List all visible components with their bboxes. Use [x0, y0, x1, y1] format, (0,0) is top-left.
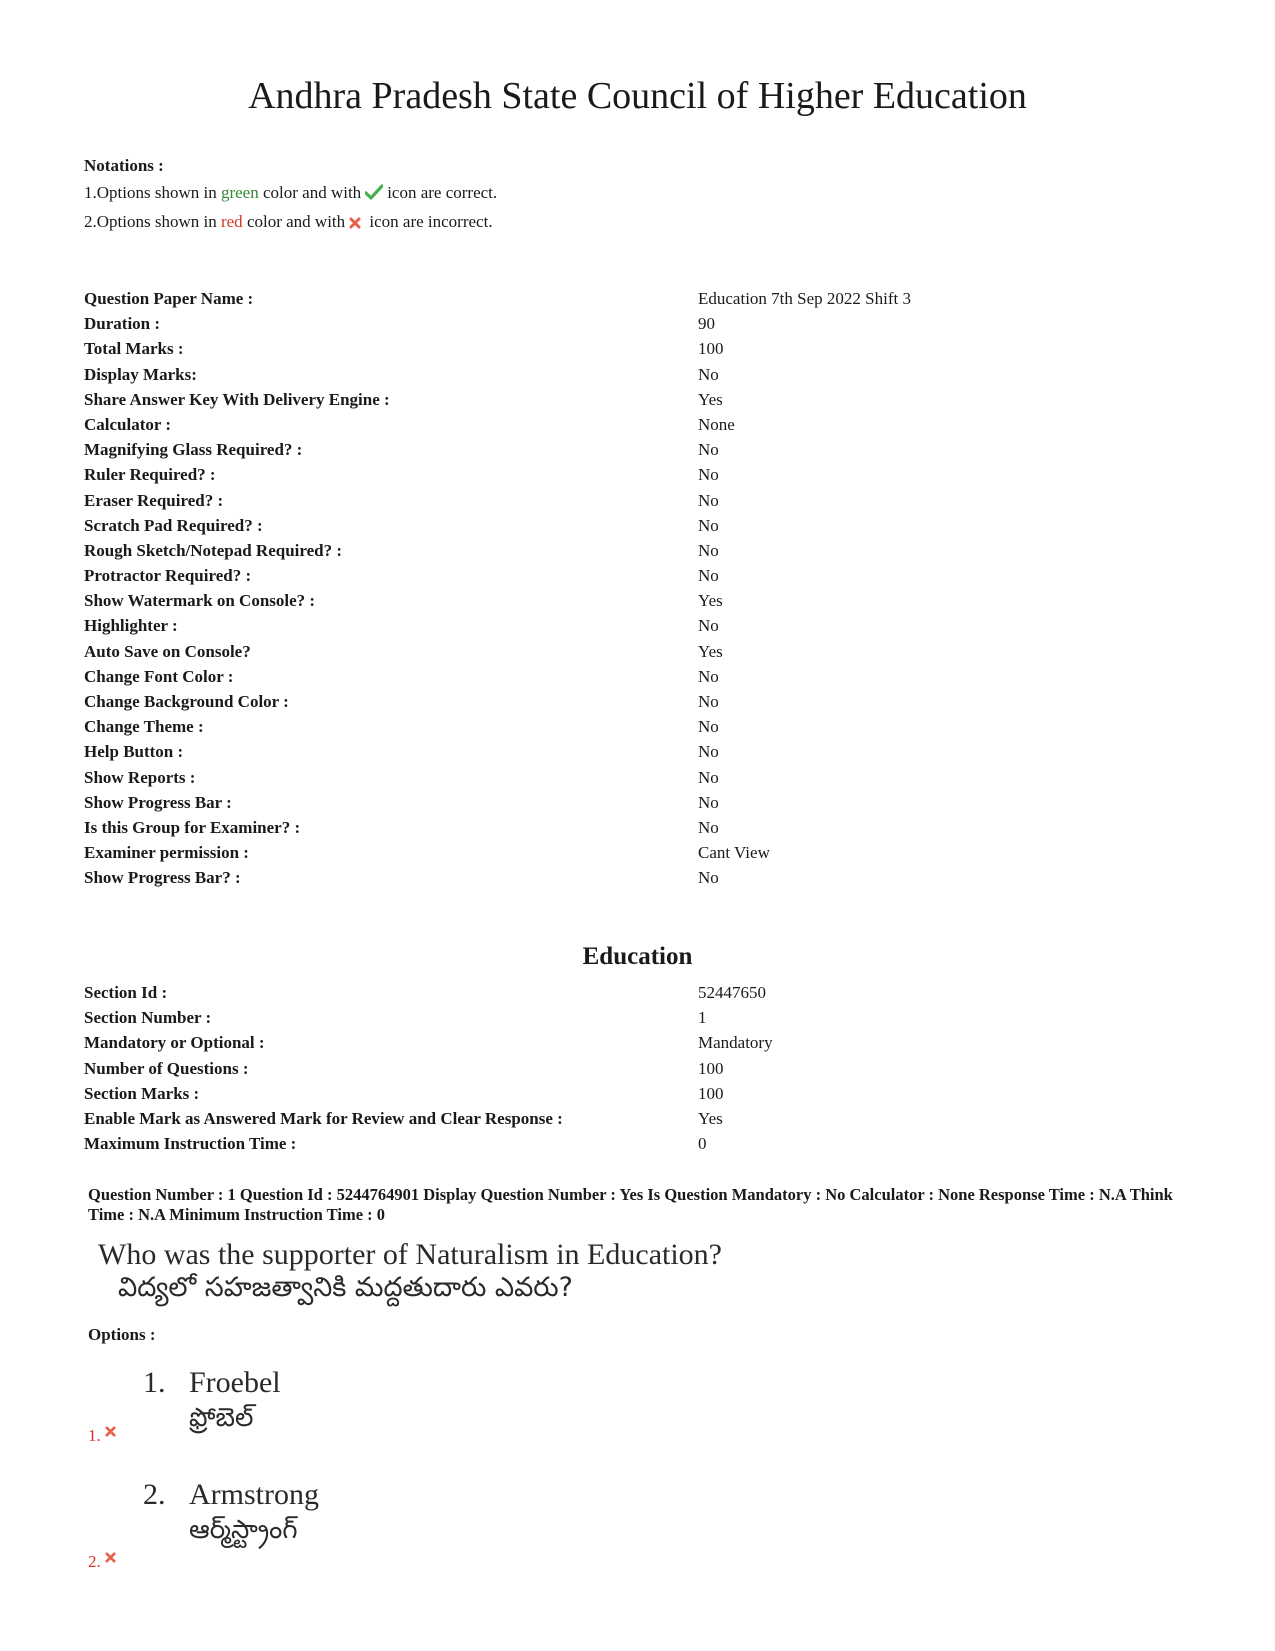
info-row	[84, 538, 1204, 563]
info-label: Section Marks :	[84, 1083, 200, 1103]
paper-info-table	[84, 286, 1204, 891]
info-label: Show Watermark on Console? :	[84, 591, 316, 611]
info-row	[84, 488, 1204, 513]
notation-correct	[84, 179, 497, 208]
info-label: Duration :	[84, 314, 161, 334]
info-label: Total Marks :	[84, 339, 184, 359]
info-value: 1	[698, 1008, 707, 1028]
info-value: No	[698, 792, 719, 812]
info-row	[84, 639, 1204, 664]
section-info-table	[84, 980, 1204, 1156]
info-row	[84, 613, 1204, 638]
info-row	[84, 1056, 1204, 1081]
option-number: 2.	[143, 1478, 166, 1511]
option-text-telugu: ఫ్రోబెల్	[189, 1403, 254, 1433]
info-value: 100	[698, 1083, 724, 1103]
info-value: No	[698, 692, 719, 711]
info-value: No	[698, 540, 719, 560]
info-value: No	[698, 742, 719, 762]
info-label: Change Background Color :	[84, 692, 289, 711]
info-value: No	[698, 767, 719, 787]
info-label: Share Answer Key With Delivery Engine :	[84, 389, 390, 409]
info-value: Yes	[698, 1108, 723, 1128]
info-label: Section Number :	[84, 1008, 212, 1028]
cross-icon	[349, 210, 361, 237]
info-label: Maximum Instruction Time :	[84, 1134, 297, 1154]
info-row	[84, 286, 1204, 311]
option-mark	[88, 1426, 116, 1446]
info-value: No	[698, 868, 719, 888]
info-row	[84, 387, 1204, 412]
info-row	[84, 437, 1204, 462]
info-value: None	[698, 414, 735, 434]
info-row	[84, 1106, 1204, 1131]
info-label: Show Reports :	[84, 767, 196, 787]
info-label: Scratch Pad Required? :	[84, 515, 263, 535]
info-value: 100	[698, 339, 724, 359]
info-value: 100	[698, 1058, 724, 1078]
info-label: Calculator :	[84, 414, 172, 434]
info-value: Education 7th Sep 2022 Shift 3	[698, 289, 911, 308]
question-text-telugu: విద్యలో సహజత్వానికి మద్దతుదారు ఎవరు?	[118, 1272, 573, 1303]
info-label: Ruler Required? :	[84, 465, 216, 485]
info-row	[84, 840, 1204, 865]
info-label: Auto Save on Console?	[84, 641, 251, 661]
notation-text: 2.Options shown in	[84, 212, 217, 231]
info-row	[84, 689, 1204, 714]
info-row	[84, 1131, 1204, 1156]
info-label: Highlighter :	[84, 616, 178, 636]
info-value: No	[698, 364, 719, 384]
cross-icon	[105, 1426, 116, 1445]
info-value: 52447650	[698, 983, 766, 1002]
info-row	[84, 412, 1204, 437]
option-text-english: Froebel	[189, 1366, 281, 1399]
info-label: Change Theme :	[84, 717, 204, 737]
options-label: Options :	[88, 1325, 156, 1344]
info-value: No	[698, 490, 719, 510]
option-mark-number: 2.	[88, 1552, 101, 1571]
page-title: Andhra Pradesh State Council of Higher Education	[248, 75, 1027, 117]
info-value: Yes	[698, 591, 723, 611]
info-row	[84, 1030, 1204, 1055]
info-row	[84, 513, 1204, 538]
info-label: Examiner permission :	[84, 843, 249, 863]
info-row	[84, 980, 1204, 1005]
notation-text: color and with	[262, 183, 362, 202]
info-value: No	[698, 817, 719, 837]
info-row	[84, 1081, 1204, 1106]
notation-incorrect	[84, 208, 497, 237]
info-value: No	[698, 717, 719, 737]
option-mark	[88, 1552, 116, 1572]
info-label: Help Button :	[84, 742, 184, 762]
info-label: Eraser Required? :	[84, 490, 224, 510]
info-value: 0	[698, 1134, 707, 1154]
notation-text: color and with	[246, 212, 346, 231]
notations-heading: Notations :	[84, 156, 164, 175]
info-value: No	[698, 616, 719, 636]
info-row	[84, 664, 1204, 689]
info-row	[84, 714, 1204, 739]
info-value: 90	[698, 314, 715, 334]
info-row	[84, 815, 1204, 840]
info-label: Show Progress Bar :	[84, 792, 232, 812]
notations	[84, 152, 497, 237]
info-label: Mandatory or Optional :	[84, 1033, 265, 1053]
info-label: Section Id :	[84, 983, 168, 1002]
option-mark-number: 1.	[88, 1426, 101, 1445]
notation-text: icon are correct.	[387, 183, 498, 202]
option-text-telugu: ఆర్మ్‌స్ట్రాంగ్	[189, 1515, 298, 1545]
info-row	[84, 790, 1204, 815]
red-word: red	[220, 212, 243, 231]
info-label: Question Paper Name :	[84, 289, 254, 308]
info-label: Magnifying Glass Required? :	[84, 440, 303, 460]
green-word: green	[220, 183, 259, 202]
info-value: No	[698, 465, 719, 485]
info-label: Number of Questions :	[84, 1058, 249, 1078]
info-label: Show Progress Bar? :	[84, 868, 241, 888]
info-row	[84, 311, 1204, 336]
option-number: 1.	[143, 1366, 166, 1399]
info-row	[84, 588, 1204, 613]
notation-text: icon are incorrect.	[369, 212, 493, 231]
info-label: Protractor Required? :	[84, 566, 252, 586]
info-row	[84, 765, 1204, 790]
info-row	[84, 362, 1204, 387]
info-label: Rough Sketch/Notepad Required? :	[84, 540, 343, 560]
info-value: No	[698, 440, 719, 460]
info-row	[84, 1005, 1204, 1030]
section-title: Education	[582, 943, 693, 970]
info-row	[84, 462, 1204, 487]
info-value: Cant View	[698, 843, 770, 863]
info-value: Yes	[698, 641, 723, 661]
info-value: No	[698, 515, 719, 535]
info-value: No	[698, 566, 719, 586]
info-label: Enable Mark as Answered Mark for Review and Clear Response :	[84, 1108, 563, 1128]
info-value: Yes	[698, 389, 723, 409]
question-header: Question Number : 1 Question Id : 5244764901 Display Question Number : Yes Is Question Mandatory : No Calculator : None Response Time : N.A Think Time : N.A Minimum Instruction Time : 0	[88, 1185, 1173, 1224]
option-text-english: Armstrong	[189, 1478, 319, 1511]
cross-icon	[105, 1552, 116, 1571]
check-icon	[365, 181, 383, 208]
info-label: Change Font Color :	[84, 666, 234, 686]
info-row	[84, 336, 1204, 361]
notation-text: 1.Options shown in	[84, 183, 217, 202]
question-text-english: Who was the supporter of Naturalism in Education?	[98, 1238, 722, 1271]
info-value: Mandatory	[698, 1033, 773, 1053]
info-row	[84, 563, 1204, 588]
info-row	[84, 739, 1204, 764]
info-label: Display Marks:	[84, 364, 197, 384]
info-label: Is this Group for Examiner? :	[84, 817, 301, 837]
info-row	[84, 865, 1204, 890]
info-value: No	[698, 666, 719, 686]
